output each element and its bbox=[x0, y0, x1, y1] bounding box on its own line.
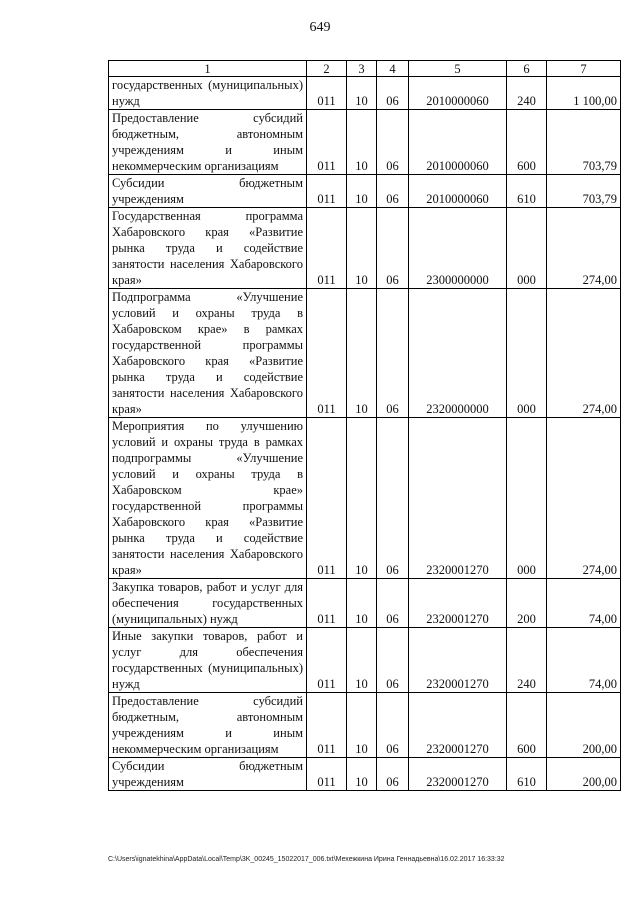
row-code: 011 bbox=[307, 289, 347, 418]
row-section: 10 bbox=[347, 208, 377, 289]
row-code: 011 bbox=[307, 758, 347, 791]
row-name: государственных (муниципальных) нужд bbox=[109, 77, 307, 110]
row-section: 10 bbox=[347, 628, 377, 693]
table-row bbox=[109, 110, 621, 175]
row-type: 000 bbox=[507, 418, 547, 579]
row-type: 240 bbox=[507, 628, 547, 693]
row-code: 011 bbox=[307, 77, 347, 110]
table-row bbox=[109, 418, 621, 579]
row-target: 2320001270 bbox=[409, 693, 507, 758]
table-row bbox=[109, 628, 621, 693]
row-code: 011 bbox=[307, 418, 347, 579]
row-section: 10 bbox=[347, 418, 377, 579]
row-target: 2320001270 bbox=[409, 418, 507, 579]
row-type: 600 bbox=[507, 693, 547, 758]
row-name: Мероприятия по улучшению условий и охраны труда в рамках подпрограммы «Улучшение условий и охраны труда в Хабаровском крае» государственной программы Хабаровского края «Развитие рынка труда и содействие занятости населения Хабаровского края» bbox=[109, 418, 307, 579]
row-section: 10 bbox=[347, 693, 377, 758]
row-name: Предоставление субсидий бюджетным, автономным учреждениям и иным некоммерческим организациям bbox=[109, 110, 307, 175]
row-target: 2320001270 bbox=[409, 579, 507, 628]
row-amount: 274,00 bbox=[547, 289, 621, 418]
row-name: Подпрограмма «Улучшение условий и охраны труда в Хабаровском крае» в рамках государственной программы Хабаровского края «Развитие рынка труда и содействие занятости населения Хабаровского края» bbox=[109, 289, 307, 418]
row-amount: 200,00 bbox=[547, 693, 621, 758]
row-amount: 200,00 bbox=[547, 758, 621, 791]
row-subsection: 06 bbox=[377, 758, 409, 791]
row-type: 610 bbox=[507, 175, 547, 208]
header-cell: 7 bbox=[547, 61, 621, 77]
row-target: 2300000000 bbox=[409, 208, 507, 289]
table-row bbox=[109, 579, 621, 628]
row-amount: 274,00 bbox=[547, 208, 621, 289]
row-type: 600 bbox=[507, 110, 547, 175]
row-section: 10 bbox=[347, 175, 377, 208]
row-code: 011 bbox=[307, 628, 347, 693]
row-type: 240 bbox=[507, 77, 547, 110]
row-target: 2320001270 bbox=[409, 628, 507, 693]
table-row bbox=[109, 175, 621, 208]
row-name: Субсидии бюджетным учреждениям bbox=[109, 175, 307, 208]
row-amount: 703,79 bbox=[547, 175, 621, 208]
row-type: 000 bbox=[507, 289, 547, 418]
header-cell: 4 bbox=[377, 61, 409, 77]
row-amount: 703,79 bbox=[547, 110, 621, 175]
row-amount: 74,00 bbox=[547, 579, 621, 628]
row-amount: 74,00 bbox=[547, 628, 621, 693]
table-row bbox=[109, 693, 621, 758]
table-row bbox=[109, 758, 621, 791]
row-code: 011 bbox=[307, 693, 347, 758]
row-type: 200 bbox=[507, 579, 547, 628]
row-subsection: 06 bbox=[377, 579, 409, 628]
table-header-row bbox=[109, 61, 621, 77]
header-cell: 3 bbox=[347, 61, 377, 77]
row-name: Закупка товаров, работ и услуг для обеспечения государственных (муниципальных) нужд bbox=[109, 579, 307, 628]
row-code: 011 bbox=[307, 175, 347, 208]
table-row bbox=[109, 208, 621, 289]
row-type: 000 bbox=[507, 208, 547, 289]
table-row bbox=[109, 77, 621, 110]
row-target: 2010000060 bbox=[409, 110, 507, 175]
row-subsection: 06 bbox=[377, 693, 409, 758]
header-cell: 2 bbox=[307, 61, 347, 77]
row-subsection: 06 bbox=[377, 628, 409, 693]
row-name: Государственная программа Хабаровского края «Развитие рынка труда и содействие занятости населения Хабаровского края» bbox=[109, 208, 307, 289]
row-target: 2010000060 bbox=[409, 175, 507, 208]
row-name: Предоставление субсидий бюджетным, автономным учреждениям и иным некоммерческим организациям bbox=[109, 693, 307, 758]
row-subsection: 06 bbox=[377, 208, 409, 289]
row-section: 10 bbox=[347, 758, 377, 791]
row-code: 011 bbox=[307, 579, 347, 628]
row-name: Субсидии бюджетным учреждениям bbox=[109, 758, 307, 791]
row-code: 011 bbox=[307, 110, 347, 175]
row-target: 2320001270 bbox=[409, 758, 507, 791]
row-target: 2010000060 bbox=[409, 77, 507, 110]
row-section: 10 bbox=[347, 289, 377, 418]
row-section: 10 bbox=[347, 77, 377, 110]
row-name: Иные закупки товаров, работ и услуг для обеспечения государственных (муниципальных) нужд bbox=[109, 628, 307, 693]
budget-table bbox=[108, 60, 621, 791]
row-subsection: 06 bbox=[377, 110, 409, 175]
header-cell: 6 bbox=[507, 61, 547, 77]
row-section: 10 bbox=[347, 110, 377, 175]
file-path-footer: C:\Users\ignatekhina\AppData\Local\Temp\3K_00245_15022017_006.txt\Мехежкина Ирина Геннадьевна\16.02.2017 16:33:32 bbox=[108, 856, 505, 863]
row-subsection: 06 bbox=[377, 418, 409, 579]
header-cell: 5 bbox=[409, 61, 507, 77]
row-section: 10 bbox=[347, 579, 377, 628]
row-subsection: 06 bbox=[377, 289, 409, 418]
row-code: 011 bbox=[307, 208, 347, 289]
table-row bbox=[109, 289, 621, 418]
row-subsection: 06 bbox=[377, 77, 409, 110]
page-number: 649 bbox=[309, 20, 331, 35]
row-target: 2320000000 bbox=[409, 289, 507, 418]
row-type: 610 bbox=[507, 758, 547, 791]
row-subsection: 06 bbox=[377, 175, 409, 208]
row-amount: 1 100,00 bbox=[547, 77, 621, 110]
row-amount: 274,00 bbox=[547, 418, 621, 579]
header-cell: 1 bbox=[109, 61, 307, 77]
